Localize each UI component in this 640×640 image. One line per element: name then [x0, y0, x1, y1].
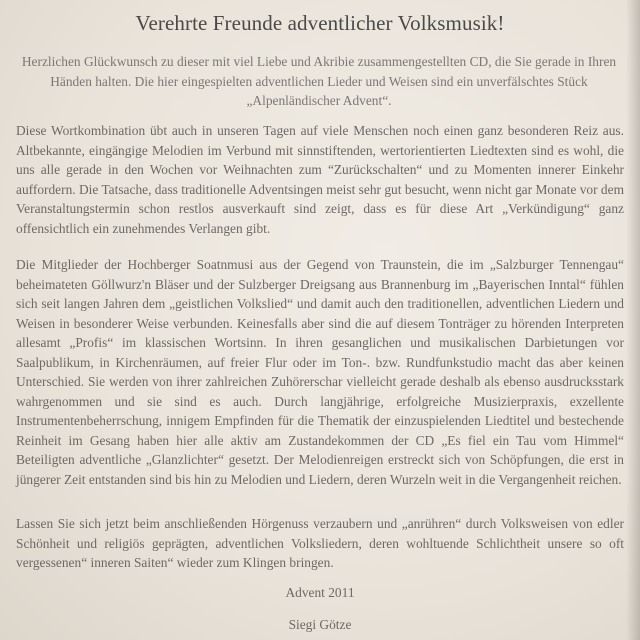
intro-paragraph: Herzlichen Glückwunsch zu dieser mit viel Liebe und Akribie zusammengestellten CD, die Sie gerade in Ihren Händen halten. Die hier eingespielten adventlichen Lieder und Weisen sind ein unverfälschtes Stück „Alpenländischer Advent“.: [21, 54, 617, 108]
body-paragraph-2: Diese Wortkombination übt auch in unseren Tagen auf viele Menschen noch einen ganz besonderen Reiz aus. Altbekannte, eingängige Melodien im Verbund mit sinnstiftenden, wertorientierten Liedtexten sind es wohl, die uns alle gerade in den Wochen vor Weihnachten zum “Zurückschalten“ und zu Momenten innerer Einkehr auffordern. Die Tatsache, dass traditionelle Adventsingen meist sehr gut besucht, wenn nicht gar Monate vor dem Veranstaltungstermin schon restlos ausverkauft sind zeigt, dass es für diese Art „Verkündigung“ ganz offensichtlich ein zunehmendes Verlangen gibt.: [16, 123, 624, 236]
page-title: Verehrte Freunde adventlicher Volksmusik!: [135, 11, 505, 35]
body-paragraph-3: Die Mitglieder der Hochberger Soatnmusi aus der Gegend von Traunstein, die im „Salzburger Tennengau“ beheimateten Göllwurz'n Bläser und der Sulzberger Dreigsang aus Brannenburg im „Bayerischen Inntal“ fühlen sich seit langen Jahren dem „geistlichen Volkslied“ und damit auch den traditionellen, adventlichen Liedern und Weisen in besonderer Weise verbunden. Keinesfalls aber sind die auf diesem Tonträger zu hörenden Interpreten allesamt „Profis“ im klassischen Wortsinn. In ihren gesanglichen und musikalischen Darbietungen vor Saalpublikum, in Kirchenräumen, auf freier Flur oder im Ton-. bzw. Rundfunkstudio macht das aber keinen Unterschied. Sie werden von ihrer zahlreichen Zuhörerschar vielleicht gerade deshalb als ebenso ausdrucksstark wahrgenommen und sie sind es auch. Durch langjährige, erfolgreiche Musizierpraxis, exzellente Instrumentenbeherrschung, innigem Empfinden für die Thematik der einzuspielenden Liedtitel und bestechende Reinheit im Gesang haben hier alle aktiv am Zustandekommen der CD „Es fiel ein Tau vom Himmel“ Beteiligten adventliche „Glanzlichter“ gesetzt. Der Melodienreigen erstreckt sich von Schöpfungen, die erst in jüngerer Zeit entstanden sind bis hin zu Melodien und Liedern, deren Wurzeln weit in die Vergangenheit reichen.: [16, 257, 624, 487]
signoff-date: Advent 2011: [285, 585, 355, 600]
body-paragraph-4: Lassen Sie sich jetzt beim anschließenden Hörgenuss verzaubern und „anrühren“ durch Volksweisen von edler Schönheit und religiös geprägten, adventlichen Volksliedern, deren wohltuende Schlichtheit unsere so oft vergessenen“ inneren Saiten“ wieder zum Klingen bringen.: [16, 516, 624, 570]
page-edge-shadow: [626, 0, 640, 640]
signoff-author: Siegi Götze: [288, 617, 352, 632]
